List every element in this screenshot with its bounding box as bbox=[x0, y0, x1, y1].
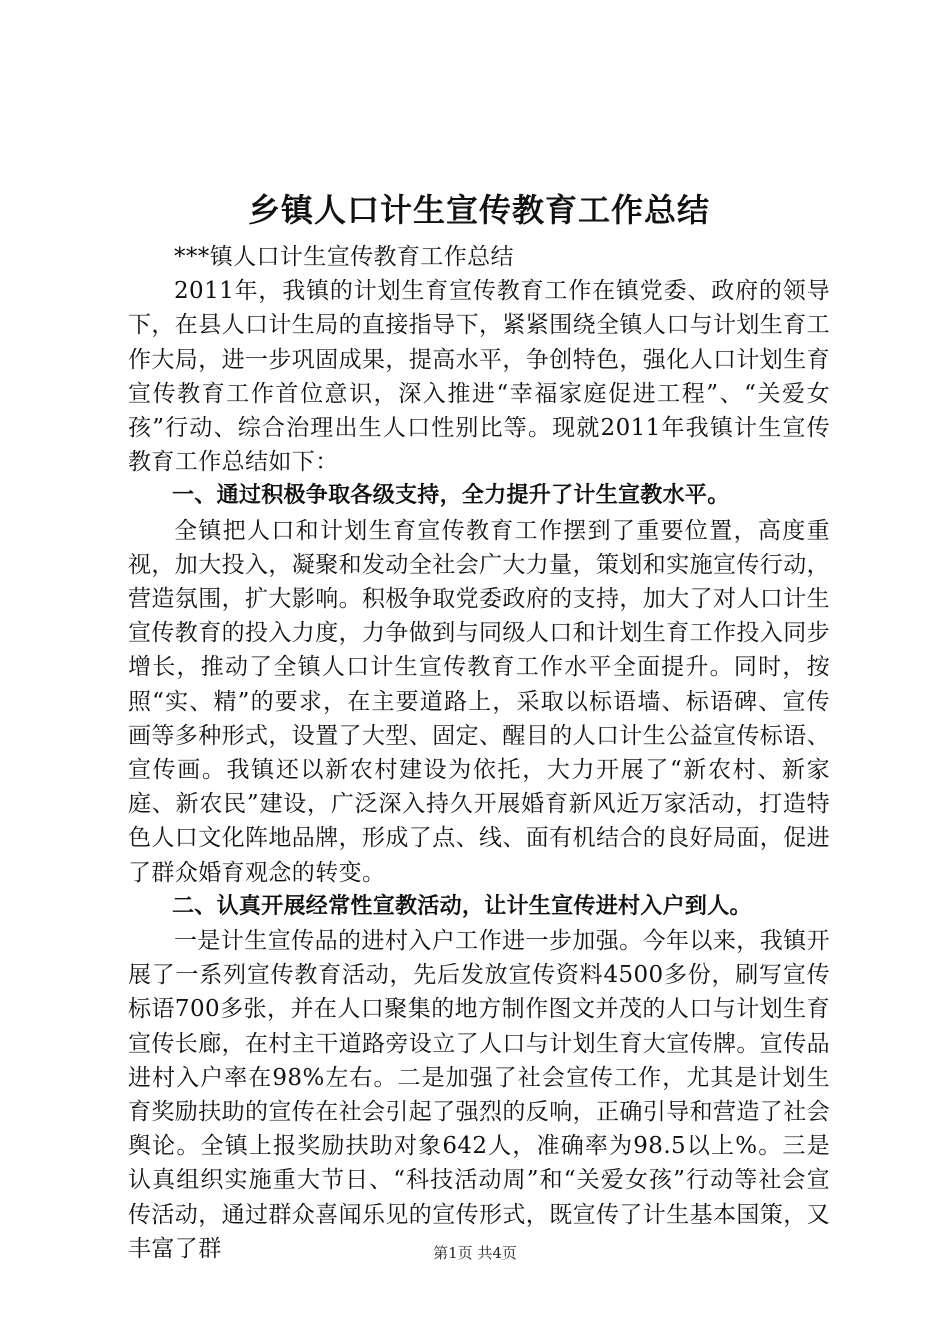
section-heading-2: 二、认真开展经常性宣教活动，让计生宣传进村入户到人。 bbox=[172, 893, 752, 919]
page-number-footer: 第1页 共4页 bbox=[433, 1244, 517, 1262]
document-subtitle: ***镇人口计生宣传教育工作总结 bbox=[174, 244, 514, 270]
section-2-paragraph: 一是计生宣传品的进村入户工作进一步加强。今年以来，我镇开展了一系列宣传教育活动，先后发放宣传资料4500多份，刷写宣传标语700多张，并在人口聚集的地方制作图文并茂的人口与计划生育宣传长廊，在村主干道路旁设立了人口与计划生育大宣传牌。宣传品进村入户率在98%左右。二是加强了社会宣传工作，尤其是计划生育奖励扶助的宣传在社会引起了强烈的反响，正确引导和营造了社会舆论。全镇上报奖励扶助对象642人，准确率为98.5以上%。三是认真组织实施重大节日、“科技活动周”和“关爱女孩”行动等社会宣传活动，通过群众喜闻乐见的宣传形式，既宣传了计生基本国策，又丰富了群 bbox=[128, 928, 830, 1262]
section-heading-1: 一、通过积极争取各级支持，全力提升了计生宣教水平。 bbox=[172, 483, 730, 509]
document-title: 乡镇人口计生宣传教育工作总结 bbox=[247, 191, 710, 229]
intro-paragraph: 2011年，我镇的计划生育宣传教育工作在镇党委、政府的领导下，在县人口计生局的直接指导下，紧紧围绕全镇人口与计划生育工作大局，进一步巩固成果，提高水平，争创特色，强化人口计划生育宣传教育工作首位意识，深入推进“幸福家庭促进工程”、“关爱女孩”行动、综合治理出生人口性别比等。现就2011年我镇计生宣传教育工作总结如下： bbox=[128, 278, 830, 476]
document-body bbox=[128, 190, 830, 1266]
section-1-paragraph: 全镇把人口和计划生育宣传教育工作摆到了重要位置，高度重视，加大投入，凝聚和发动全社会广大力量，策划和实施宣传行动，营造氛围，扩大影响。积极争取党委政府的支持，加大了对人口计生宣传教育的投入力度，力争做到与同级人口和计划生育工作投入同步增长，推动了全镇人口计生宣传教育工作水平全面提升。同时，按照“实、精”的要求，在主要道路上，采取以标语墙、标语碑、宣传画等多种形式，设置了大型、固定、醒目的人口计生公益宣传标语、宣传画。我镇还以新农村建设为依托，大力开展了“新农村、新家庭、新农民”建设，广泛深入持久开展婚育新风近万家活动，打造特色人口文化阵地品牌，形成了点、线、面有机结合的良好局面，促进了群众婚育观念的转变。 bbox=[128, 517, 830, 886]
